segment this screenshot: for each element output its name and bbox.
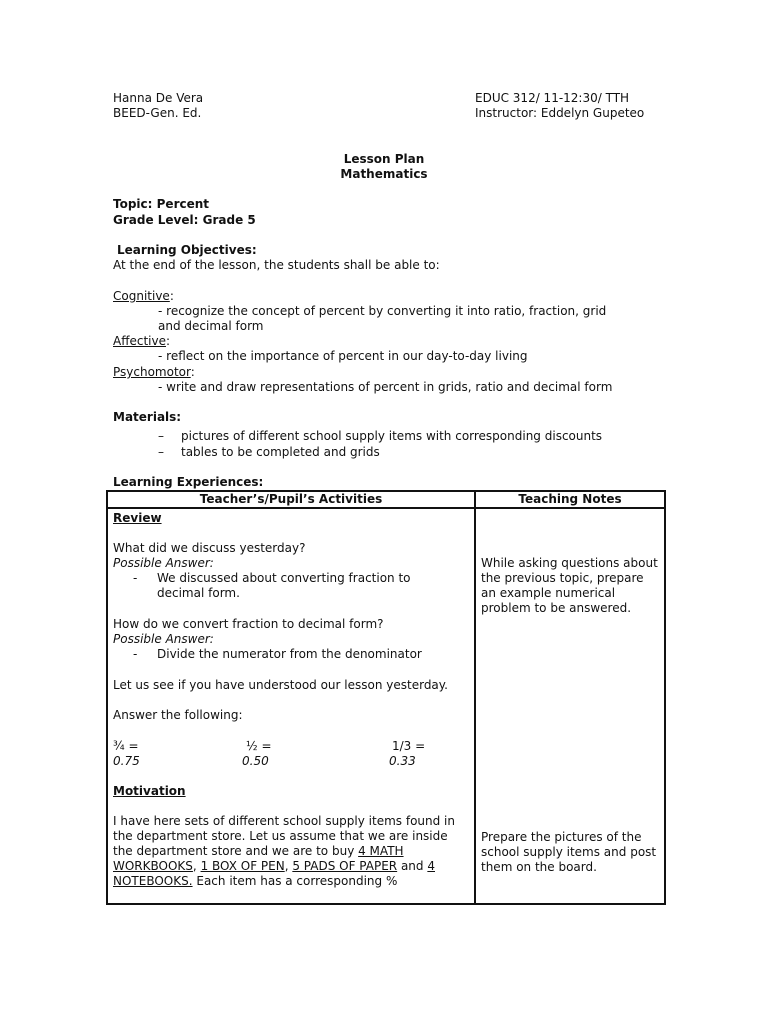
table-header-row <box>107 491 665 508</box>
psychomotor-label-line <box>113 365 195 380</box>
column-header-notes: Teaching Notes <box>475 491 665 508</box>
review-question-2: How do we convert fraction to decimal form? <box>113 617 384 631</box>
review-heading: Review <box>113 511 162 525</box>
separator: , <box>192 859 201 873</box>
supply-item: 4 NOTEBOOKS. <box>113 859 435 888</box>
instructor-name: Instructor: Eddelyn Gupeteo <box>475 106 645 120</box>
affective-label: Affective <box>113 334 166 348</box>
colon: : <box>190 365 195 379</box>
motivation-text: I have here sets of different school supply items found in the department store. Let us assume that we are inside the department store and we are to buy <box>113 814 455 858</box>
answer-2: Divide the numerator from the denominator <box>157 647 422 661</box>
psychomotor-text: - write and draw representations of percent in grids, ratio and decimal form <box>158 380 613 394</box>
student-program: BEED-Gen. Ed. <box>113 106 202 120</box>
fraction-answer: 0.33 <box>389 754 416 768</box>
learning-experiences-table <box>106 490 666 905</box>
grade-level: Grade Level: Grade 5 <box>113 213 256 227</box>
possible-answer-label: Possible Answer: <box>113 632 214 646</box>
objectives-heading: Learning Objectives: <box>117 243 257 257</box>
affective-label-line <box>113 334 170 349</box>
psychomotor-label: Psychomotor <box>113 365 191 379</box>
colon: : <box>169 289 174 303</box>
topic: Topic: Percent <box>113 197 210 211</box>
bullet-mark: - <box>133 647 138 661</box>
materials-item <box>158 429 603 444</box>
answer-bullet <box>113 647 469 662</box>
note-motivation: Prepare the pictures of the school supply items and post them on the board. <box>481 830 657 874</box>
document-subject: Mathematics <box>340 167 428 181</box>
bullet-mark: - <box>133 571 138 585</box>
separator: , <box>284 859 293 873</box>
course-schedule: EDUC 312/ 11-12:30/ TTH <box>475 91 630 105</box>
notes-cell <box>475 508 665 904</box>
note-review: While asking questions about the previous topic, prepare an example numerical problem to be answered. <box>481 556 658 615</box>
student-name: Hanna De Vera <box>113 91 204 105</box>
materials-item <box>158 445 380 460</box>
dash: – <box>158 429 164 443</box>
answer-bullet <box>113 571 469 601</box>
fraction-question: ½ = <box>246 739 272 753</box>
materials-item-text: pictures of different school supply items with corresponding discounts <box>181 429 603 443</box>
motivation-paragraph <box>113 814 469 889</box>
document-title: Lesson Plan <box>343 152 425 166</box>
activities-cell <box>107 508 475 904</box>
fraction-answer: 0.50 <box>242 754 269 768</box>
understanding-check: Let us see if you have understood our lesson yesterday. <box>113 678 448 692</box>
motivation-text: Each item has a corresponding % <box>192 874 398 888</box>
cognitive-text: - recognize the concept of percent by converting it into ratio, fraction, grid <box>158 304 607 318</box>
materials-heading: Materials: <box>113 410 182 424</box>
affective-text: - reflect on the importance of percent in our day-to-day living <box>158 349 528 363</box>
fraction-question: ¾ = <box>113 739 139 753</box>
fraction-exercises <box>113 739 469 769</box>
learning-experiences-heading: Learning Experiences: <box>113 475 264 489</box>
possible-answer-label: Possible Answer: <box>113 556 214 570</box>
motivation-heading: Motivation <box>113 784 186 798</box>
cognitive-label: Cognitive <box>113 289 170 303</box>
answer-following-prompt: Answer the following: <box>113 708 243 722</box>
answer-1: We discussed about converting fraction to decimal form. <box>157 571 411 600</box>
supply-item: 4 MATH WORKBOOKS <box>113 844 404 873</box>
cognitive-label-line <box>113 289 174 304</box>
separator: and <box>397 859 428 873</box>
fraction-answer: 0.75 <box>113 754 140 768</box>
materials-item-text: tables to be completed and grids <box>181 445 380 459</box>
cognitive-text-continued: and decimal form <box>158 319 264 333</box>
objectives-intro: At the end of the lesson, the students shall be able to: <box>113 258 440 272</box>
review-question-1: What did we discuss yesterday? <box>113 541 306 555</box>
colon: : <box>165 334 171 348</box>
column-header-activities: Teacher’s/Pupil’s Activities <box>107 491 475 508</box>
table-row <box>107 508 665 904</box>
supply-item: 5 PADS OF PAPER <box>292 859 398 873</box>
supply-item: 1 BOX OF PEN <box>200 859 285 873</box>
fraction-question: 1/3 = <box>392 739 426 753</box>
dash: – <box>158 445 164 459</box>
